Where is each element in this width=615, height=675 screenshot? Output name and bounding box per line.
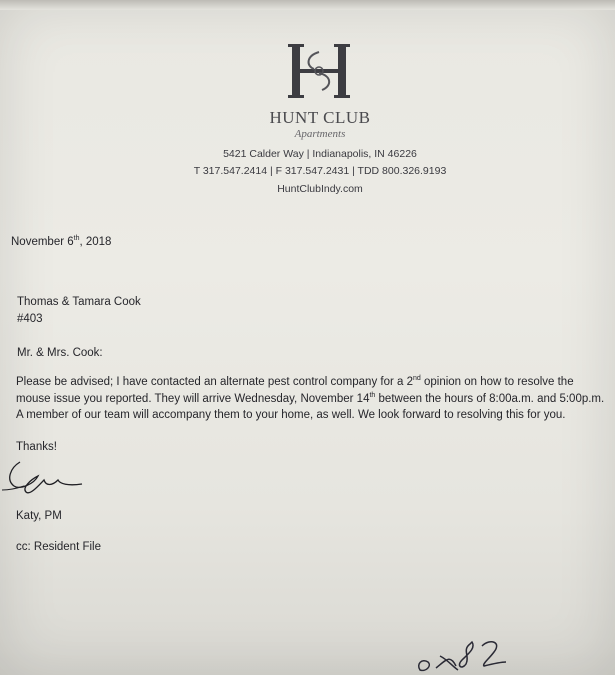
salutation: Mr. & Mrs. Cook: — [17, 347, 103, 359]
body-part-2: opinion on how to resolve the mouse issue you reported. They will arrive Wednesday, November 14 — [16, 376, 574, 405]
body-ordinal-2: th — [369, 391, 376, 399]
letter-date — [11, 236, 111, 248]
date-main: November 6 — [11, 236, 74, 248]
recipient-unit: #403 — [17, 313, 43, 325]
body-part-1: Please be advised; I have contacted an alternate pest control company for a 2 — [16, 376, 413, 388]
body-ordinal-1: nd — [413, 375, 421, 383]
company-address: 5421 Calder Way | Indianapolis, IN 46226 — [223, 148, 417, 160]
signature-icon — [0, 450, 90, 500]
cc-line: cc: Resident File — [16, 541, 102, 553]
company-website: HuntClubIndy.com — [277, 183, 363, 195]
date-year: , 2018 — [79, 236, 112, 248]
hunt-club-logo-icon — [286, 42, 352, 100]
recipient-name: Thomas & Tamara Cook — [17, 296, 141, 308]
handwritten-note-icon — [410, 630, 520, 675]
body-part-3: between the hours of 8:00a.m. and 5:00p.m. A member of our team will accompany them to your home, as well. We look forward to resolving this for you. — [16, 392, 605, 421]
company-subtitle: Apartments — [294, 128, 346, 140]
letter-body — [16, 374, 606, 424]
company-phones: T 317.547.2414 | F 317.547.2431 | TDD 800.326.9193 — [193, 165, 447, 177]
company-name: HUNT CLUB — [269, 108, 371, 127]
paper-top-edge — [0, 0, 615, 10]
closing: Thanks! — [16, 441, 57, 453]
signer-name: Katy, PM — [16, 510, 62, 522]
date-ordinal: th — [73, 235, 80, 243]
